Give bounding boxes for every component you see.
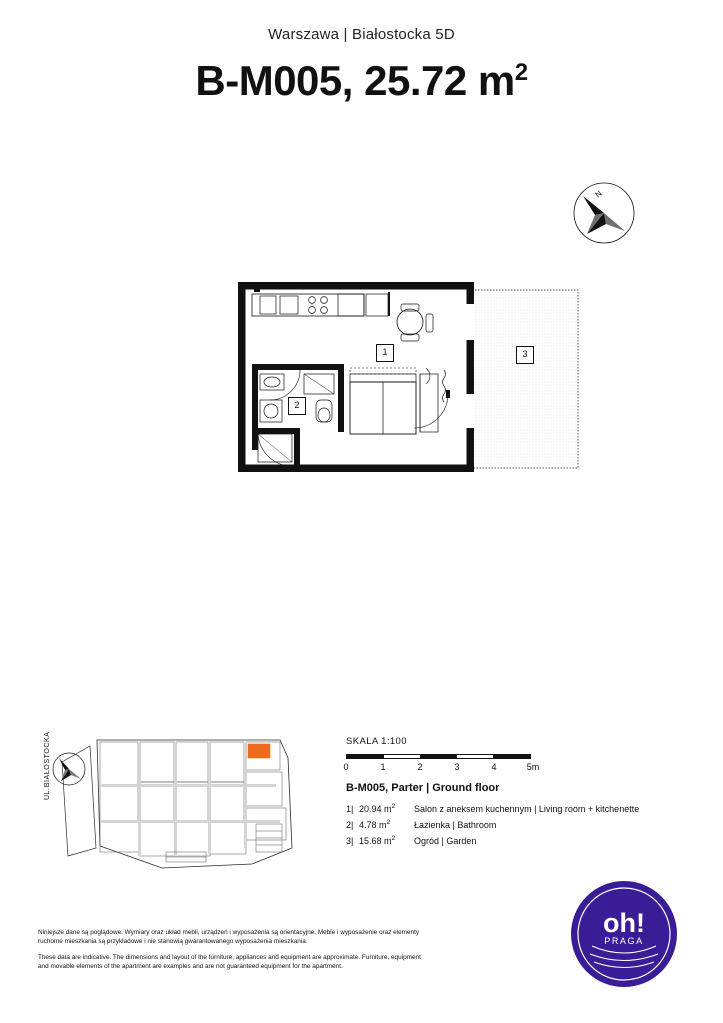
floor-plan bbox=[238, 282, 588, 472]
compass-rose bbox=[573, 182, 635, 244]
svg-text:N: N bbox=[593, 188, 604, 200]
disclaimer bbox=[38, 928, 428, 972]
scale-tick-1: 1 bbox=[380, 762, 386, 772]
site-location-map bbox=[42, 728, 302, 873]
scale-tick-5: 5m bbox=[526, 762, 540, 772]
scale-bar bbox=[346, 754, 531, 759]
scale-tick-2: 2 bbox=[417, 762, 423, 772]
scale-ticks bbox=[343, 762, 541, 774]
page-title-text: B-M005, 25.72 m bbox=[195, 57, 515, 104]
room-tag-1: 1 bbox=[376, 344, 394, 362]
legend-row-area-sup: 2 bbox=[391, 803, 396, 810]
mini-compass-icon bbox=[52, 752, 86, 786]
svg-text:oh!: oh! bbox=[603, 908, 645, 938]
scale-label: SKALA 1:100 bbox=[346, 736, 407, 747]
svg-text:PRAGA: PRAGA bbox=[604, 936, 644, 946]
legend-row-name: Ogród | Garden bbox=[414, 836, 477, 846]
legend-row-name: Salon z aneksem kuchennym | Living room + kitchenette bbox=[414, 804, 640, 814]
legend-row-name: Łazienka | Bathroom bbox=[414, 820, 497, 830]
legend-row-area-value: 20.94 m bbox=[359, 804, 392, 814]
legend-row-area bbox=[359, 832, 414, 848]
scale-tick-3: 3 bbox=[454, 762, 460, 772]
document-header bbox=[0, 26, 723, 105]
legend-row-area bbox=[359, 800, 414, 816]
legend-row bbox=[346, 800, 696, 816]
legend-row-number: 3| bbox=[346, 836, 354, 846]
scale-tick-4: 4 bbox=[491, 762, 497, 772]
room-tag-3: 3 bbox=[516, 346, 534, 364]
brand-logo bbox=[570, 880, 678, 988]
project-location: Warszawa | Białostocka 5D bbox=[268, 26, 455, 43]
legend-row-area bbox=[359, 816, 414, 832]
legend-row-area-sup: 2 bbox=[391, 835, 396, 842]
legend-row-area-value: 4.78 m bbox=[359, 820, 387, 830]
legend-row bbox=[346, 832, 696, 848]
legend-row-area-value: 15.68 m bbox=[359, 836, 392, 846]
room-legend bbox=[346, 782, 696, 848]
legend-row bbox=[346, 816, 696, 832]
scale-block bbox=[343, 736, 596, 774]
legend-title: B-M005, Parter | Ground floor bbox=[346, 782, 500, 794]
street-label: UL.BIAŁOSTOCKA bbox=[44, 731, 51, 800]
page-title bbox=[0, 57, 723, 105]
page-title-superscript: 2 bbox=[514, 59, 528, 86]
legend-row-area-sup: 2 bbox=[386, 819, 391, 826]
room-tag-2: 2 bbox=[288, 397, 306, 415]
scale-tick-0: 0 bbox=[343, 762, 349, 772]
legend-row-number: 2| bbox=[346, 820, 354, 830]
disclaimer-pl: Niniejsze dane są poglądowe. Wymiary oraz układ mebli, urządzeń i wyposażenia są orientacyjne. Meble i wyposażenie oraz elementy ruchome mieszkania są przykładowe i nie stanowią gwarantowanego wyposażenia mieszkania. bbox=[38, 929, 420, 946]
disclaimer-en: These data are indicative. The dimensions and layout of the furniture, appliances and equipment are approximate. Furniture, equipment and movable elements of the apartment are examples and are not guaranteed equipment for the apartment. bbox=[38, 953, 421, 971]
legend-row-number: 1| bbox=[346, 804, 354, 814]
